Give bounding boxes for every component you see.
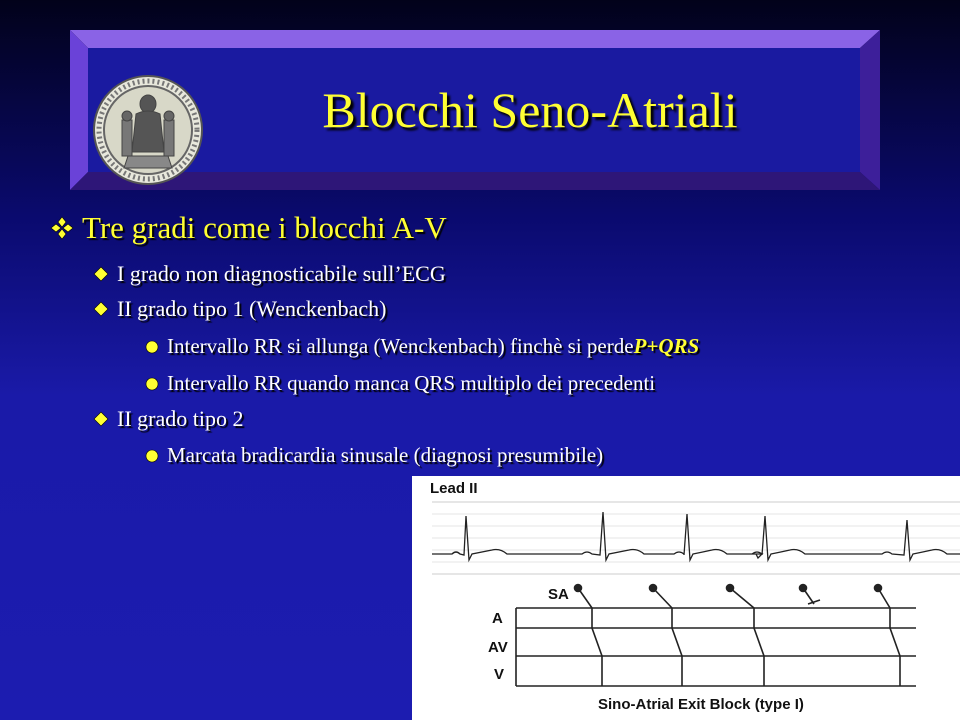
ecg-ladder-diagram — [412, 476, 960, 720]
bullet-level2 — [93, 296, 386, 322]
row-label-a: A — [492, 610, 503, 627]
bullet-level3 — [145, 443, 603, 468]
dot-bullet-icon — [145, 449, 159, 463]
diamond-bullet-icon — [93, 301, 109, 317]
ecg-trace — [432, 512, 960, 560]
lead-label: Lead II — [430, 480, 478, 497]
diamond-bullet-icon — [50, 216, 74, 240]
row-label-av: AV — [488, 639, 508, 656]
bullet-text: Marcata bradicardia sinusale (diagnosi presumibile) — [167, 443, 604, 467]
diamond-bullet-icon — [93, 266, 109, 282]
slide-title: Blocchi Seno-Atriali — [322, 82, 738, 138]
dot-bullet-icon — [145, 340, 159, 354]
bullet-text: Tre gradi come i blocchi A-V — [82, 210, 447, 245]
bullet-level1 — [50, 210, 447, 246]
bullet-text: Intervallo RR si allunga (Wenckenbach) finchè si perde — [167, 334, 634, 358]
figure-caption: Sino-Atrial Exit Block (type I) — [598, 696, 804, 713]
bullet-text: II grado tipo 2 — [117, 406, 244, 431]
bullet-text: Intervallo RR quando manca QRS multiplo dei precedenti — [167, 371, 656, 395]
bullet-level2 — [93, 406, 243, 432]
bullet-level3 — [145, 334, 699, 359]
bullet-text: II grado tipo 1 (Wenckenbach) — [117, 296, 387, 321]
bullet-text: I grado non diagnosticabile sull’ECG — [117, 261, 446, 286]
row-label-sa: SA — [548, 586, 569, 603]
bullet-level2 — [93, 261, 446, 287]
row-label-v: V — [494, 666, 505, 683]
dot-bullet-icon — [145, 377, 159, 391]
bullet-level3 — [145, 371, 655, 396]
bullet-emphasis: P+QRS — [633, 334, 700, 358]
diamond-bullet-icon — [93, 411, 109, 427]
seal-logo — [92, 74, 204, 186]
ecg-diagram-graphic — [412, 476, 960, 720]
